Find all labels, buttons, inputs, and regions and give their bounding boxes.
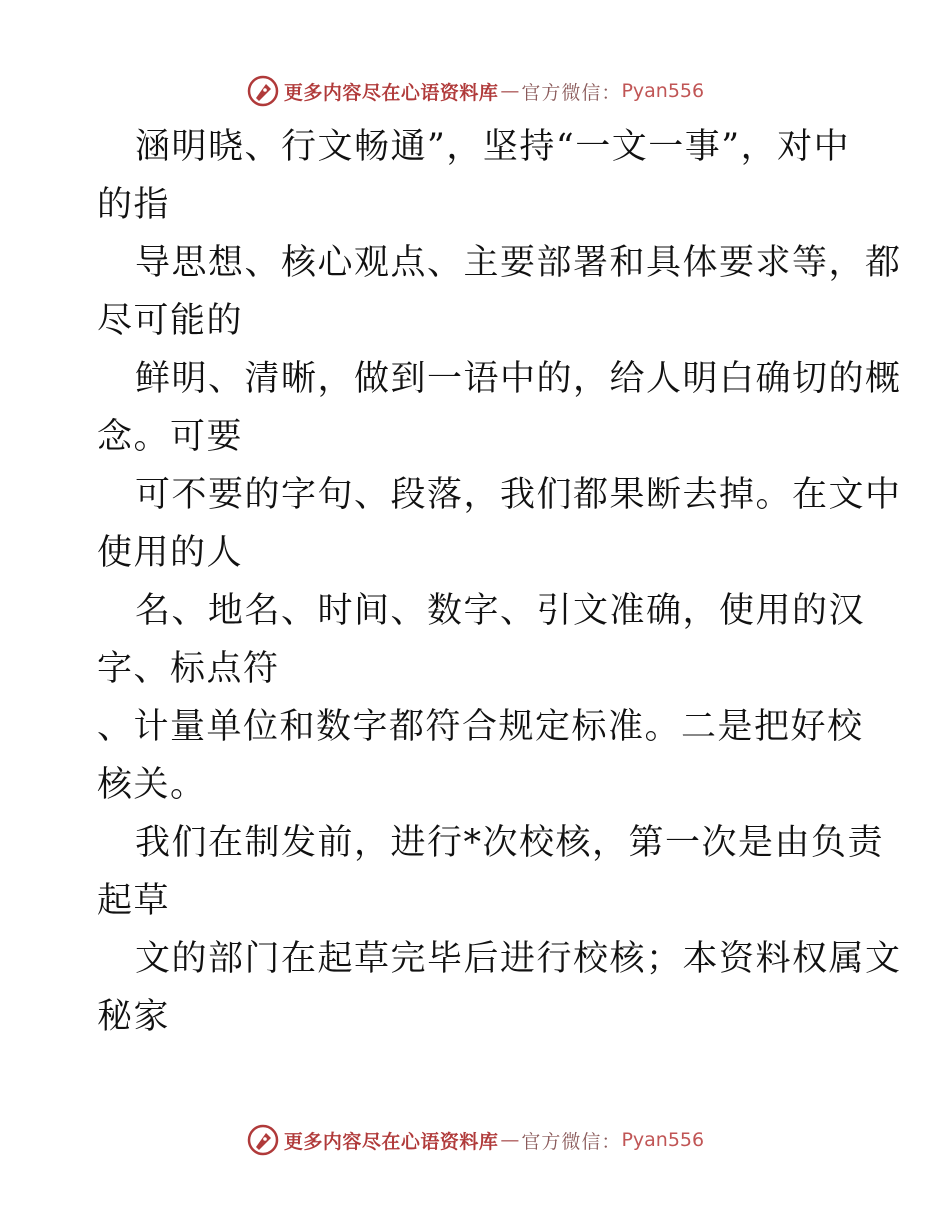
pen-nib-logo-icon — [246, 74, 280, 108]
body-line: 可不要的字句、段落，我们都果断去掉。在文中 — [135, 475, 902, 515]
watermark-site-name: 更多内容尽在心语资料库 — [283, 1130, 499, 1153]
pen-nib-logo-icon — [246, 1123, 280, 1157]
footer-watermark — [0, 1120, 950, 1160]
body-line: 秘家 — [97, 997, 171, 1037]
watermark-wechat-label: 官方微信： — [521, 1130, 622, 1153]
watermark-wechat-id: Pyan556 — [621, 80, 705, 102]
body-line: 核关。 — [97, 765, 207, 805]
body-line: 念。可要 — [97, 417, 244, 457]
watermark-wechat-label: 官方微信： — [521, 81, 622, 104]
document-body — [97, 118, 902, 1046]
watermark-wechat-id: Pyan556 — [621, 1129, 705, 1151]
watermark-site-name: 更多内容尽在心语资料库 — [283, 81, 499, 104]
body-line: 我们在制发前，进行*次校核，第一次是由负责 — [135, 823, 885, 863]
body-line: 鲜明、清晰，做到一语中的，给人明白确切的概 — [135, 359, 902, 399]
body-line: 使用的人 — [97, 533, 244, 573]
header-watermark — [0, 71, 950, 111]
watermark-separator: — — [500, 80, 520, 102]
watermark-separator: — — [500, 1129, 520, 1151]
body-line: 尽可能的 — [97, 301, 244, 341]
body-line: 导思想、核心观点、主要部署和具体要求等，都 — [135, 243, 902, 283]
body-line: 起草 — [97, 881, 171, 921]
body-line: 、计量单位和数字都符合规定标准。二是把好校 — [97, 707, 864, 747]
body-line: 名、地名、时间、数字、引文准确，使用的汉 — [135, 591, 866, 631]
body-line: 的指 — [97, 185, 171, 225]
body-line: 涵明晓、行文畅通”，坚持“一文一事”，对中 — [135, 127, 851, 167]
body-line: 字、标点符 — [97, 649, 280, 689]
body-line: 文的部门在起草完毕后进行校核；本资料权属文 — [135, 939, 902, 979]
